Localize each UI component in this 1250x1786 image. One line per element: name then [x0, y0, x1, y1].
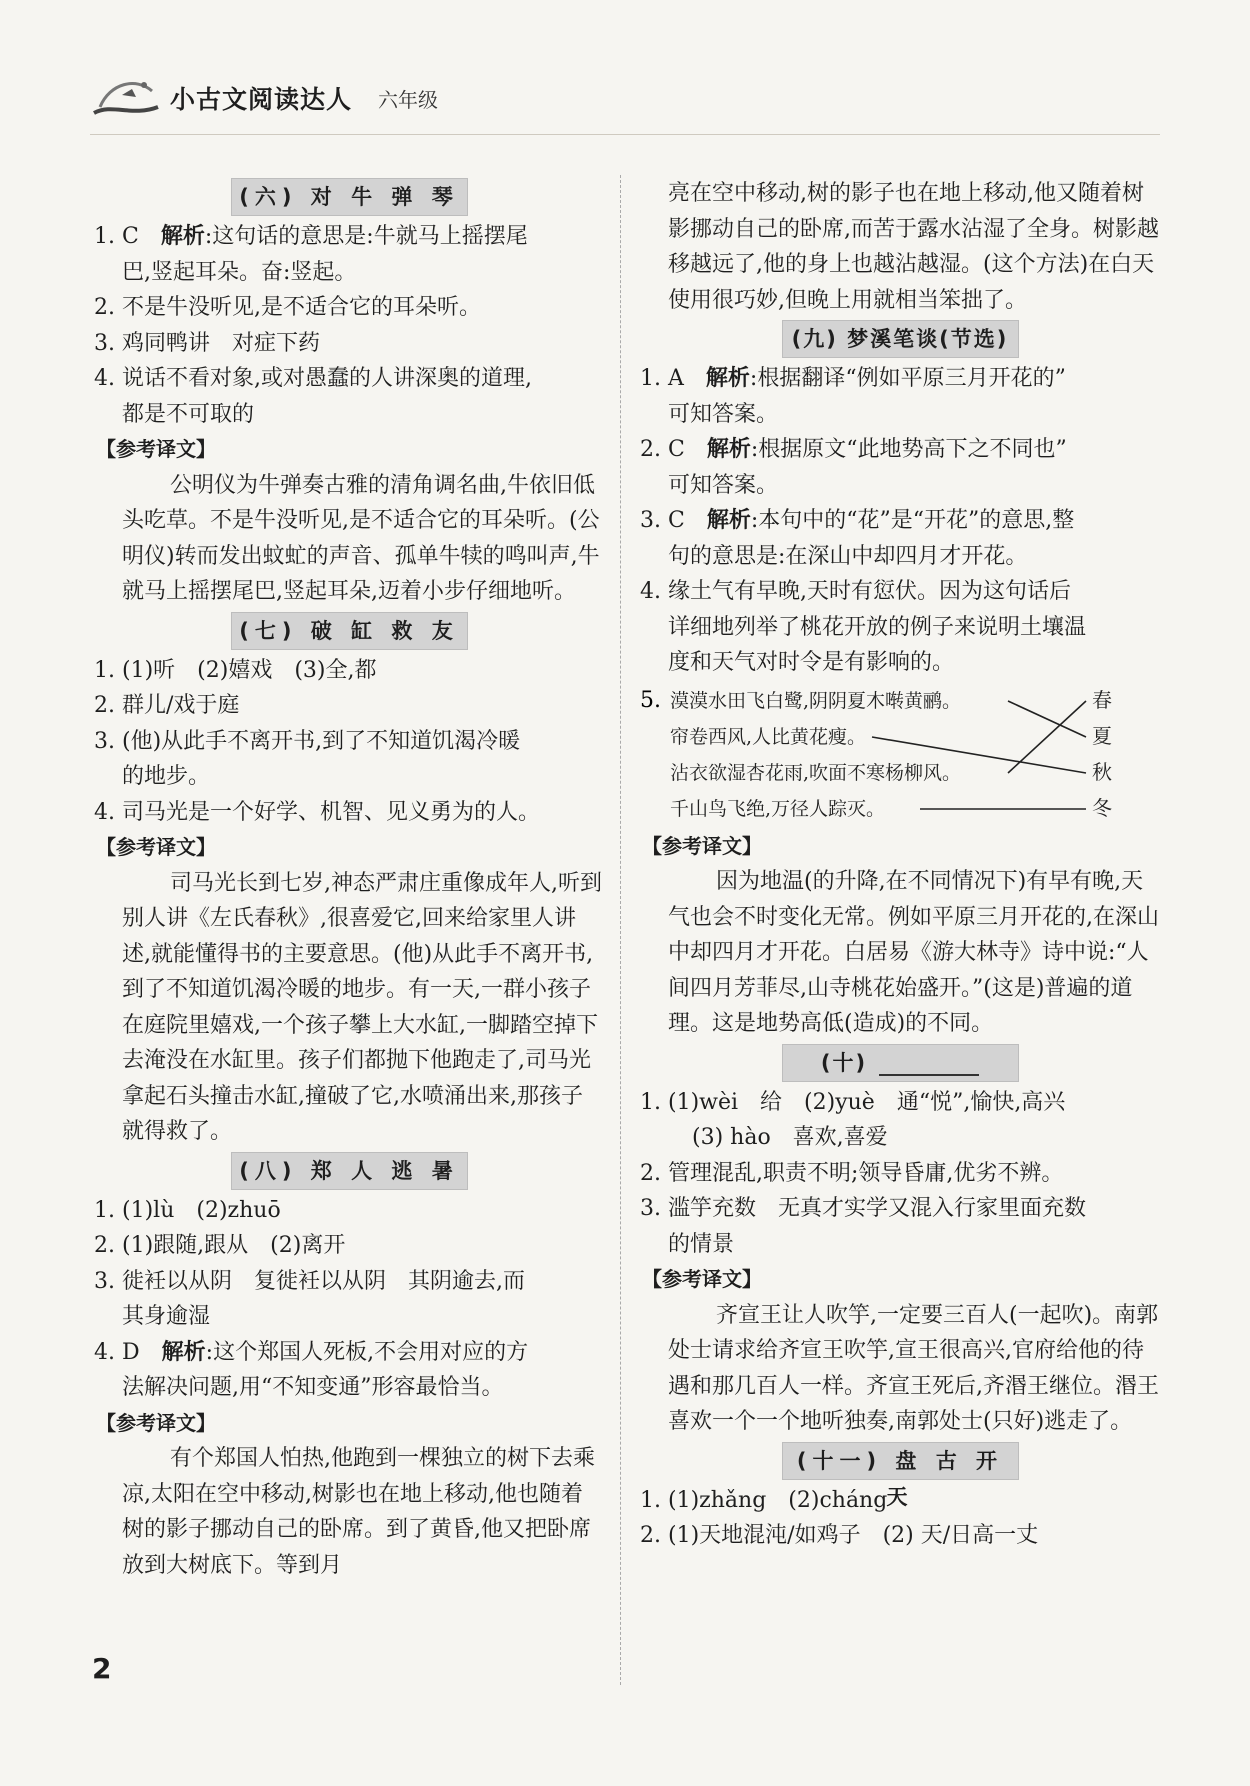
match-line: [1008, 701, 1086, 773]
answer-line: 的情景: [668, 1231, 735, 1257]
answer-item: 4. 缘土气有早晚,天时有愆伏。因为这句话后: [640, 579, 1071, 604]
section-title: (六) 对 牛 弹 琴: [231, 178, 468, 216]
answer-item: 1. (1)lù (2)zhuō: [94, 1197, 281, 1223]
answer-line: (3) hào 喜欢,喜爱: [692, 1125, 888, 1150]
question-number: 5.: [640, 687, 661, 713]
header-rule: [90, 134, 1160, 135]
answer-item: 4. D 解析:这个郑国人死板,不会用对应的方: [94, 1339, 529, 1365]
answer-item: 2. 群儿/戏于庭: [94, 693, 240, 718]
answer-line: 巴,竖起耳朵。奋:竖起。: [122, 259, 357, 285]
season-label: 夏: [1092, 723, 1112, 748]
answer-line: 其身逾湿: [122, 1304, 211, 1329]
translation-paragraph: 公明仪为牛弹奏古雅的清角调名曲,牛依旧低头吃草。不是牛没听见,是不适合它的耳朵听。(公明仪)转而发出蚊虻的声音、孤单牛犊的鸣叫声,牛就马上摇摆尾巴,竖起耳朵,迈着小步仔细地听。: [122, 472, 600, 604]
answer-item: 3. 徙衽以从阴 复徙衽以从阴 其阴逾去,而: [94, 1268, 525, 1294]
translation-paragraph: 有个郑国人怕热,他跑到一棵独立的树下去乘凉,太阳在空中移动,树影也在地上移动,他也随着树的影子挪动自己的卧席。到了黄昏,他又把卧席放到大树底下。等到月: [122, 1446, 596, 1578]
reference-translation-heading: 【参考译文】: [96, 835, 216, 859]
season-label: 春: [1092, 687, 1112, 712]
poem-line: 沾衣欲湿杏花雨,吹面不寒杨柳风。: [670, 761, 962, 784]
poem-season-matching: [640, 681, 1160, 829]
answer-item: 3. (他)从此手不离开书,到了不知道饥渴冷暖: [94, 728, 521, 754]
answer-line: 可知答案。: [668, 472, 779, 498]
reference-translation-heading: 【参考译文】: [96, 437, 216, 461]
answer-item: 3. C 解析:本句中的“花”是“开花”的意思,整: [640, 508, 1075, 533]
poem-line: 帘卷西风,人比黄花瘦。: [670, 725, 867, 748]
match-line: [1008, 701, 1086, 737]
left-column: [94, 176, 604, 1583]
page-header: [92, 68, 438, 128]
poem-line: 漠漠水田飞白鹭,阴阴夏木啭黄鹂。: [670, 689, 962, 712]
reference-translation-heading: 【参考译文】: [642, 1267, 762, 1291]
brush-landscape-logo-icon: [92, 73, 162, 123]
answer-line: 的地步。: [122, 764, 211, 789]
section-title: (十一) 盘 古 开 天: [782, 1442, 1019, 1480]
brand-title: 小古文阅读达人: [170, 85, 353, 114]
translation-paragraph: 齐宣王让人吹竽,一定要三百人(一起吹)。南郭处士请求给齐宣王吹竽,宣王很高兴,官府给他的待遇和那几百人一样。齐宣王死后,齐湣王继位。湣王喜欢一个一个地听独奏,南郭处士(只好)逃走了。: [668, 1302, 1160, 1434]
answer-line: 句的意思是:在深山中却四月才开花。: [668, 543, 1028, 569]
translation-continued: 亮在空中移动,树的影子也在地上移动,他又随着树影挪动自己的卧席,而苦于露水沾湿了全身。树影越移越远了,他的身上也越沾越湿。(这个方法)在白天使用很巧妙,但晚上用就相当笨拙了。: [668, 181, 1160, 313]
answer-item: 1. (1)听 (2)嬉戏 (3)全,都: [94, 657, 377, 683]
answer-item: 4. 说话不看对象,或对愚蠢的人讲深奥的道理,: [94, 366, 532, 391]
answer-item: 1. A 解析:根据翻译“例如平原三月开花的”: [640, 366, 1066, 391]
answer-item: 4. 司马光是一个好学、机智、见义勇为的人。: [94, 799, 541, 825]
season-label: 秋: [1092, 759, 1112, 784]
answer-item: 2. 管理混乱,职责不明;领导昏庸,优劣不辨。: [640, 1160, 1064, 1186]
section-title: (八) 郑 人 逃 暑: [231, 1152, 468, 1190]
answer-item: 2. (1)跟随,跟从 (2)离开: [94, 1233, 346, 1258]
answer-line: 可知答案。: [668, 401, 779, 427]
answer-item: 1. C 解析:这句话的意思是:牛就马上摇摆尾: [94, 224, 528, 249]
season-label: 冬: [1092, 795, 1112, 820]
section-title: (十): [782, 1044, 1019, 1082]
right-column: [640, 176, 1160, 1554]
section-title: (七) 破 缸 救 友: [231, 612, 468, 650]
answer-item: 2. C 解析:根据原文“此地势高下之不同也”: [640, 437, 1067, 462]
poem-line: 千山鸟飞绝,万径人踪灭。: [670, 797, 886, 820]
matching-lines: [640, 681, 1160, 829]
translation-paragraph: 司马光长到七岁,神态严肃庄重像成年人,听到别人讲《左氏春秋》,很喜爱它,回来给家里人讲述,就能懂得书的主要意思。(他)从此手不离开书,到了不知道饥渴冷暖的地步。有一天,一群小孩子在庭院里嬉戏,一个孩子攀上大水缸,一脚踏空掉下去淹没在水缸里。孩子们都抛下他跑走了,司马光拿起石头撞击水缸,撞破了它,水喷涌出来,那孩子就得救了。: [122, 870, 602, 1144]
section-title: (九) 梦溪笔谈(节选): [782, 320, 1019, 358]
answer-line: 度和天气对时令是有影响的。: [668, 650, 955, 675]
title-blank: [879, 1052, 979, 1076]
answer-item: 2. (1)天地混沌/如鸡子 (2) 天/日高一丈: [640, 1523, 1039, 1548]
grade-label: 六年级: [378, 87, 439, 112]
column-divider: [620, 175, 621, 1685]
reference-translation-heading: 【参考译文】: [642, 833, 762, 858]
answer-item: 1. (1)zhǎng (2)cháng: [640, 1487, 888, 1513]
translation-paragraph: 因为地温(的升降,在不同情况下)有早有晚,天气也会不时变化无常。例如平原三月开花的,在深山中却四月才开花。白居易《游大林寺》诗中说:“人间四月芳菲尽,山寺桃花始盛开。”(这是)普遍的道理。这是地势高低(造成)的不同。: [668, 869, 1160, 1036]
answer-line: 都是不可取的: [122, 401, 255, 427]
page-number: 2: [92, 1652, 112, 1685]
answer-item: 3. 鸡同鸭讲 对症下药: [94, 330, 321, 356]
reference-translation-heading: 【参考译文】: [96, 1410, 216, 1435]
answer-line: 详细地列举了桃花开放的例子来说明土壤温: [668, 614, 1087, 640]
answer-item: 1. (1)wèi 给 (2)yuè 通“悦”,愉快,高兴: [640, 1089, 1066, 1115]
answer-item: 3. 滥竽充数 无真才实学又混入行家里面充数: [640, 1196, 1087, 1221]
answer-item: 2. 不是牛没听见,是不适合它的耳朵听。: [94, 295, 481, 320]
answer-line: 法解决问题,用“不知变通”形容最恰当。: [122, 1375, 504, 1400]
